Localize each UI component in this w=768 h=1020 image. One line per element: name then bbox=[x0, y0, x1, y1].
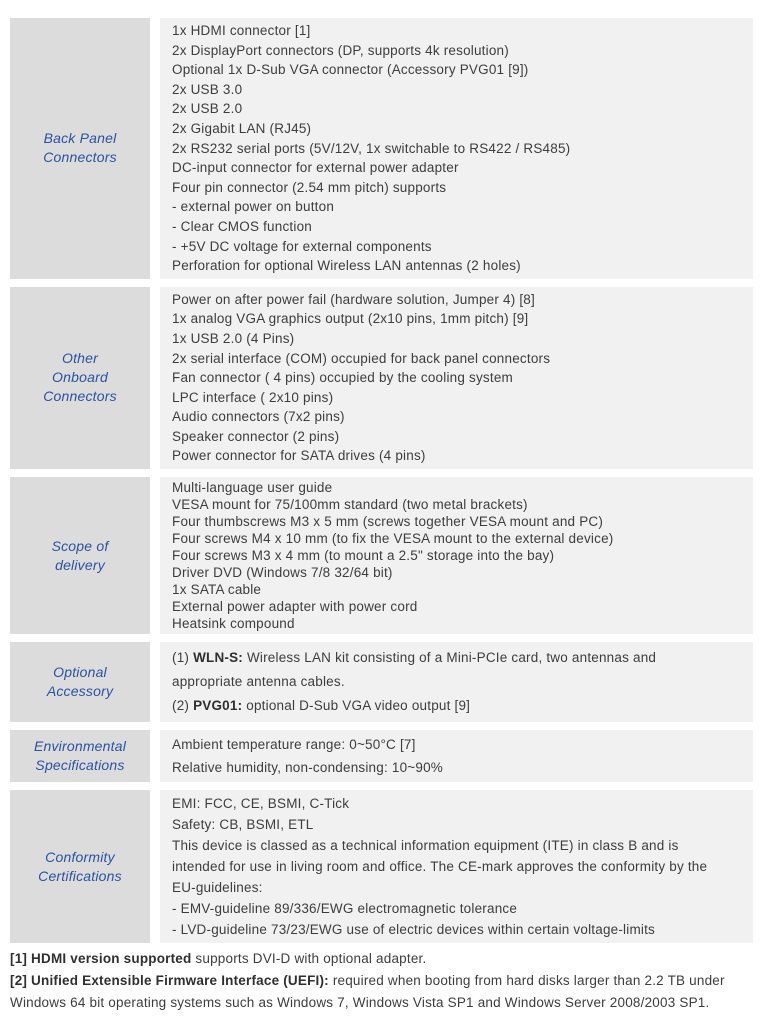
spec-row-content bbox=[160, 18, 753, 279]
footnote-line bbox=[10, 992, 760, 1014]
spec-row-label-line: Accessory bbox=[46, 683, 114, 700]
spec-row bbox=[10, 642, 753, 722]
text-segment: Four screws M3 x 4 mm (to mount a 2.5" storage into the bay) bbox=[172, 548, 555, 564]
spec-row-content bbox=[160, 642, 753, 722]
footnotes bbox=[10, 948, 760, 1014]
text-segment: - EMV-guideline 89/336/EWG electromagnetic tolerance bbox=[172, 901, 518, 917]
text-segment: This device is classed as a technical information equipment (ITE) in class B and is bbox=[172, 838, 679, 854]
spec-line bbox=[172, 919, 741, 940]
footnote-line bbox=[10, 948, 760, 970]
text-segment: External power adapter with power cord bbox=[172, 599, 418, 615]
spec-row-label-line: Other bbox=[61, 350, 98, 367]
spec-line bbox=[172, 793, 741, 814]
spec-line bbox=[172, 217, 741, 237]
emphasized-text: WLN-S: bbox=[193, 650, 243, 666]
spec-line bbox=[172, 237, 741, 257]
spec-line bbox=[172, 814, 741, 835]
spec-row-label bbox=[10, 730, 150, 782]
text-segment: optional D-Sub VGA video output [9] bbox=[242, 698, 471, 714]
spec-row bbox=[10, 477, 753, 634]
spec-line bbox=[172, 479, 741, 496]
text-segment: (1) bbox=[172, 650, 194, 666]
spec-line bbox=[172, 178, 741, 198]
spec-line bbox=[172, 388, 741, 408]
text-segment: 1x USB 2.0 (4 Pins) bbox=[172, 330, 295, 346]
spec-row-label-line: Optional bbox=[53, 664, 107, 681]
spec-line bbox=[172, 670, 741, 694]
spec-line bbox=[172, 694, 741, 718]
spec-line bbox=[172, 329, 741, 349]
text-segment: Windows 64 bit operating systems such as Windows 7, Windows Vista SP1 and Windows Server 2008/2003 SP1. bbox=[10, 995, 710, 1010]
text-segment: Four pin connector (2.54 mm pitch) supports bbox=[172, 179, 447, 195]
spec-row-label-line: Specifications bbox=[35, 757, 125, 774]
text-segment: 1x HDMI connector [1] bbox=[172, 23, 311, 38]
text-segment: 2x USB 3.0 bbox=[172, 81, 243, 97]
emphasized-text: [1] HDMI version supported bbox=[10, 951, 192, 966]
text-segment: 2x RS232 serial ports (5V/12V, 1x switchable to RS422 / RS485) bbox=[172, 140, 571, 156]
spec-line bbox=[172, 615, 741, 632]
text-segment: Safety: CB, BSMI, ETL bbox=[172, 817, 314, 833]
text-segment: Relative humidity, non-condensing: 10~90% bbox=[172, 760, 443, 776]
spec-line bbox=[172, 290, 741, 310]
spec-row-content bbox=[160, 730, 753, 782]
text-segment: Power on after power fail (hardware solution, Jumper 4) [8] bbox=[172, 291, 535, 307]
emphasized-text: [2] Unified Extensible Firmware Interface (UEFI): bbox=[10, 973, 329, 988]
text-segment: (2) bbox=[172, 698, 194, 714]
spec-line bbox=[172, 496, 741, 513]
text-segment: 2x USB 2.0 bbox=[172, 101, 243, 117]
spec-line bbox=[172, 427, 741, 447]
spec-row-content bbox=[160, 287, 753, 469]
spec-table bbox=[10, 18, 753, 951]
text-segment: Fan connector ( 4 pins) occupied by the cooling system bbox=[172, 370, 513, 386]
spec-line bbox=[172, 733, 741, 756]
spec-line bbox=[172, 60, 741, 80]
text-segment: EU-guidelines: bbox=[172, 880, 263, 896]
text-segment: Heatsink compound bbox=[172, 616, 295, 632]
spec-line bbox=[172, 598, 741, 615]
text-segment: supports DVI-D with optional adapter. bbox=[191, 951, 427, 966]
spec-line bbox=[172, 349, 741, 369]
spec-row-label-line: Certifications bbox=[38, 867, 122, 884]
text-segment: VESA mount for 75/100mm standard (two metal brackets) bbox=[172, 497, 528, 513]
spec-line bbox=[172, 99, 741, 119]
spec-row-label bbox=[10, 477, 150, 634]
text-segment: - Clear CMOS function bbox=[172, 218, 312, 234]
text-segment: appropriate antenna cables. bbox=[172, 674, 345, 690]
spec-line bbox=[172, 530, 741, 547]
spec-row bbox=[10, 287, 753, 469]
spec-line bbox=[172, 407, 741, 427]
spec-line bbox=[172, 309, 741, 329]
spec-row bbox=[10, 730, 753, 782]
spec-row-label bbox=[10, 790, 150, 943]
text-segment: Power connector for SATA drives (4 pins) bbox=[172, 448, 426, 464]
spec-row-content bbox=[160, 790, 753, 943]
spec-line bbox=[172, 119, 741, 139]
text-segment: Multi-language user guide bbox=[172, 480, 333, 496]
spec-row-label-line: delivery bbox=[55, 556, 105, 573]
spec-row-label-line: Back Panel bbox=[43, 130, 117, 147]
spec-line bbox=[172, 21, 741, 41]
text-segment: DC-input connector for external power adapter bbox=[172, 160, 459, 176]
spec-line bbox=[172, 835, 741, 856]
spec-row bbox=[10, 790, 753, 943]
spec-line bbox=[172, 256, 741, 276]
text-segment: LPC interface ( 2x10 pins) bbox=[172, 389, 334, 405]
spec-row-label bbox=[10, 287, 150, 469]
text-segment: 2x DisplayPort connectors (DP, supports 4k resolution) bbox=[172, 42, 509, 58]
spec-row bbox=[10, 18, 753, 279]
spec-row-label bbox=[10, 642, 150, 722]
text-segment: EMI: FCC, CE, BSMI, C-Tick bbox=[172, 796, 350, 812]
spec-row-label-line: Connectors bbox=[43, 388, 117, 405]
spec-line bbox=[172, 513, 741, 530]
spec-row-label bbox=[10, 18, 150, 279]
text-segment: required when booting from hard disks larger than 2.2 TB under bbox=[328, 973, 725, 988]
spec-line bbox=[172, 139, 741, 159]
spec-row-label-line: Connectors bbox=[43, 149, 117, 166]
spec-line bbox=[172, 41, 741, 61]
text-segment: 1x SATA cable bbox=[172, 582, 262, 598]
spec-line bbox=[172, 756, 741, 779]
spec-line bbox=[172, 197, 741, 217]
text-segment: - LVD-guideline 73/23/EWG use of electric devices within certain voltage-limits bbox=[172, 922, 655, 938]
text-segment: 2x serial interface (COM) occupied for back panel connectors bbox=[172, 350, 551, 366]
text-segment: Speaker connector (2 pins) bbox=[172, 428, 340, 444]
spec-line bbox=[172, 877, 741, 898]
text-segment: Driver DVD (Windows 7/8 32/64 bit) bbox=[172, 565, 393, 581]
text-segment: - external power on button bbox=[172, 199, 335, 215]
spec-line bbox=[172, 856, 741, 877]
text-segment: Audio connectors (7x2 pins) bbox=[172, 409, 345, 425]
spec-line bbox=[172, 581, 741, 598]
spec-row-label-line: Environmental bbox=[33, 738, 127, 755]
text-segment: Four screws M4 x 10 mm (to fix the VESA mount to the external device) bbox=[172, 531, 614, 547]
text-segment: Four thumbscrews M3 x 5 mm (screws together VESA mount and PC) bbox=[172, 514, 604, 530]
emphasized-text: PVG01: bbox=[193, 698, 243, 714]
spec-line bbox=[172, 646, 741, 670]
spec-row-label-line: Scope of bbox=[51, 537, 109, 554]
spec-line bbox=[172, 446, 741, 466]
spec-line bbox=[172, 564, 741, 581]
spec-row-label-line: Onboard bbox=[52, 369, 108, 386]
text-segment: Optional 1x D-Sub VGA connector (Accessory PVG01 [9]) bbox=[172, 62, 529, 78]
text-segment: Wireless LAN kit consisting of a Mini-PCIe card, two antennas and bbox=[243, 650, 657, 666]
spec-row-content bbox=[160, 477, 753, 634]
spec-line bbox=[172, 80, 741, 100]
spec-row-label-line: Conformity bbox=[45, 848, 115, 865]
text-segment: intended for use in living room and office. The CE-mark approves the conformity by the bbox=[172, 859, 708, 875]
spec-line bbox=[172, 368, 741, 388]
spec-line bbox=[172, 898, 741, 919]
text-segment: - +5V DC voltage for external components bbox=[172, 238, 432, 254]
text-segment: Perforation for optional Wireless LAN antennas (2 holes) bbox=[172, 258, 521, 274]
footnote-line bbox=[10, 970, 760, 992]
spec-line bbox=[172, 158, 741, 178]
text-segment: 2x Gigabit LAN (RJ45) bbox=[172, 120, 312, 136]
text-segment: Ambient temperature range: 0~50°C [7] bbox=[172, 737, 416, 753]
spec-line bbox=[172, 547, 741, 564]
text-segment: 1x analog VGA graphics output (2x10 pins, 1mm pitch) [9] bbox=[172, 311, 529, 327]
